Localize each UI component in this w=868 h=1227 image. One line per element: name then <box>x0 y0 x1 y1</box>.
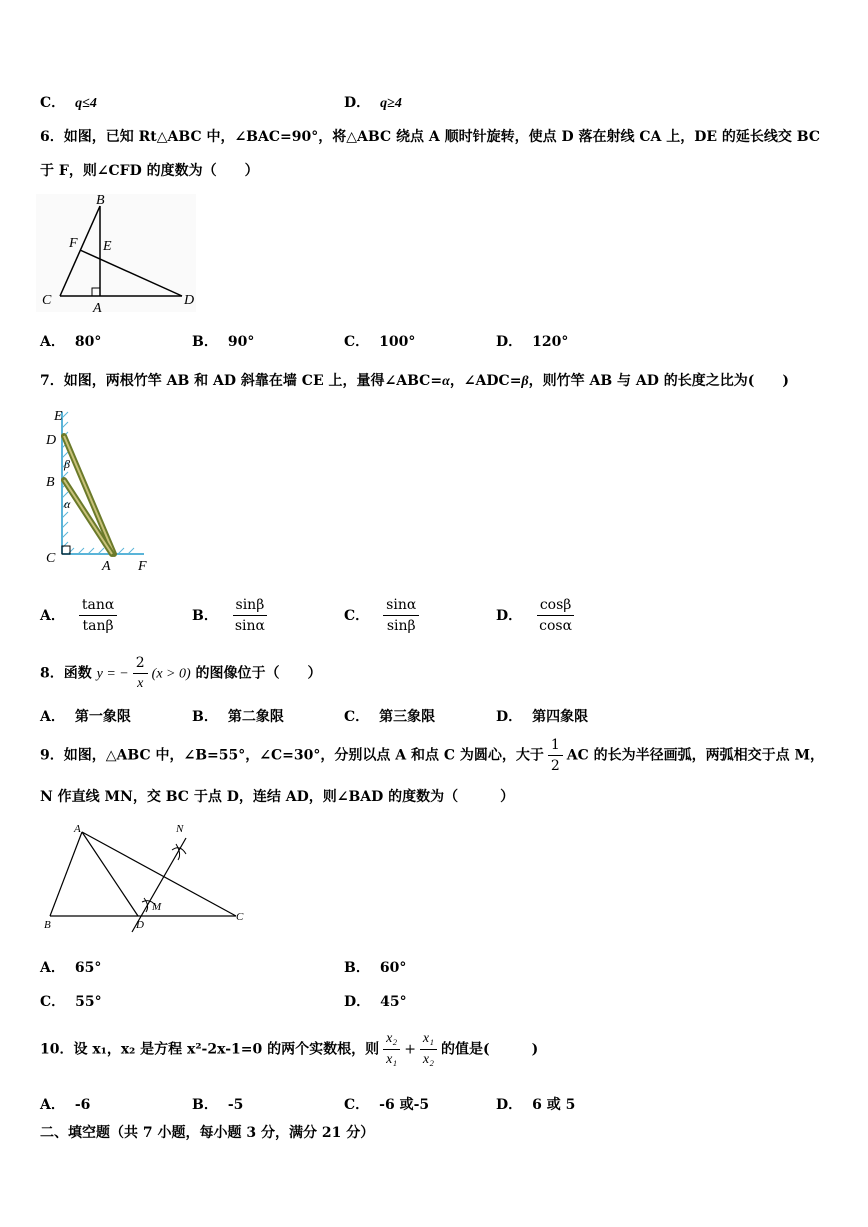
q6-label-b: B <box>96 193 105 208</box>
q7-figure <box>40 404 160 576</box>
q9-option-d: D． 45° <box>344 994 407 1010</box>
q8-option-a: A． 第一象限 <box>40 709 131 725</box>
q8-option-d: D． 第四象限 <box>496 709 589 725</box>
q6-stem-line2: 于 F，则∠CFD 的度数为（ ） <box>40 163 259 179</box>
section-2-title: 二、填空题（共 7 小题，每小题 3 分，满分 21 分） <box>40 1125 375 1141</box>
q7-label-alpha: α <box>64 497 71 511</box>
q6-label-d: D <box>184 293 195 308</box>
q9-option-b: B． 60° <box>344 960 407 976</box>
q9-label-b: B <box>44 919 51 931</box>
q9-stem-line2: N 作直线 MN，交 BC 于点 D，连结 AD，则∠BAD 的度数为（ ） <box>40 789 515 805</box>
q10-option-c: C． -6 或-5 <box>344 1097 430 1113</box>
q6-figure <box>36 192 198 314</box>
q5-option-c <box>40 92 97 112</box>
q9-option-a: A． 65° <box>40 960 102 976</box>
q6-option-a: A． 80° <box>40 334 102 350</box>
q10-option-d: D． 6 或 5 <box>496 1097 576 1113</box>
q5-option-d <box>344 92 402 112</box>
q6-label-c: C <box>42 293 52 308</box>
q7-option-c: C． $\frac{\sin\alpha}{\sin\beta}$ <box>344 596 423 635</box>
q7-stem: 7．如图，两根竹竿 AB 和 AD 斜靠在墙 CE 上，量得∠ABC=α，∠ADC=β，则竹竿 AB 与 AD 的长度之比为( ) <box>40 373 790 389</box>
q10-option-a: A． -6 <box>40 1097 91 1113</box>
q9-label-m: M <box>152 901 162 913</box>
q9-stem-line1: 9．如图，△ABC 中，∠B=55°，∠C=30°，分别以点 A 和点 C 为圆心，大于 $\frac{1}{2}$ AC 的长为半径画弧，两弧相交于点 M， <box>40 737 825 774</box>
q6-option-c: C． 100° <box>344 334 416 350</box>
q7-option-a: A． $\frac{\tan\alpha}{\tan\beta}$ <box>40 596 121 635</box>
q7-label-f: F <box>138 559 147 574</box>
q9-label-d: D <box>136 919 144 931</box>
q9-option-c: C． 55° <box>40 994 102 1010</box>
q6-option-d: D． 120° <box>496 334 569 350</box>
q7-label-a: A <box>102 559 111 574</box>
alpha-symbol: α <box>442 374 450 389</box>
option-text: q≤4 <box>75 96 97 111</box>
q6-stem-line1: 6．如图，已知 Rt△ABC 中，∠BAC=90°，将△ABC 绕点 A 顺时针旋转，使点 D 落在射线 CA 上，DE 的延长线交 BC <box>40 129 821 145</box>
q8-stem: 8．函数 y = − $\frac{2}{x}$ (x > 0) 的图像位于（ ） <box>40 655 322 691</box>
q7-label-beta: β <box>64 457 70 471</box>
q7-option-b: B． $\frac{\sin\beta}{\sin\alpha}$ <box>192 596 272 635</box>
q7-label-c: C <box>46 551 56 566</box>
q7-label-e: E <box>54 409 63 424</box>
q8-option-c: C． 第三象限 <box>344 709 436 725</box>
q10-stem: 10．设 x₁，x₂ 是方程 x²-2x-1=0 的两个实数根，则 $\frac{\text{x₂}}{\text{x₁}}$ + $\frac{\text{x₁}}{\text{x₂}}$ 的值是( ) <box>40 1031 539 1067</box>
beta-symbol: β <box>521 374 529 389</box>
q7-option-d: D． $\frac{\cos\beta}{\cos\alpha}$ <box>496 596 579 635</box>
q6-option-b: B． 90° <box>192 334 255 350</box>
q9-label-n: N <box>176 823 184 835</box>
q6-label-a: A <box>93 301 102 314</box>
q6-label-f: F <box>69 236 78 251</box>
q6-label-e: E <box>103 239 112 254</box>
q7-label-b: B <box>46 475 55 490</box>
option-label: C． <box>40 95 66 111</box>
q9-figure <box>40 820 254 936</box>
option-label: D． <box>344 95 371 111</box>
q7-label-d: D <box>46 433 57 448</box>
q8-option-b: B． 第二象限 <box>192 709 284 725</box>
q9-label-c: C <box>236 911 244 923</box>
q10-option-b: B． -5 <box>192 1097 244 1113</box>
option-text: q≥4 <box>380 96 402 111</box>
q9-label-a: A <box>74 823 81 835</box>
